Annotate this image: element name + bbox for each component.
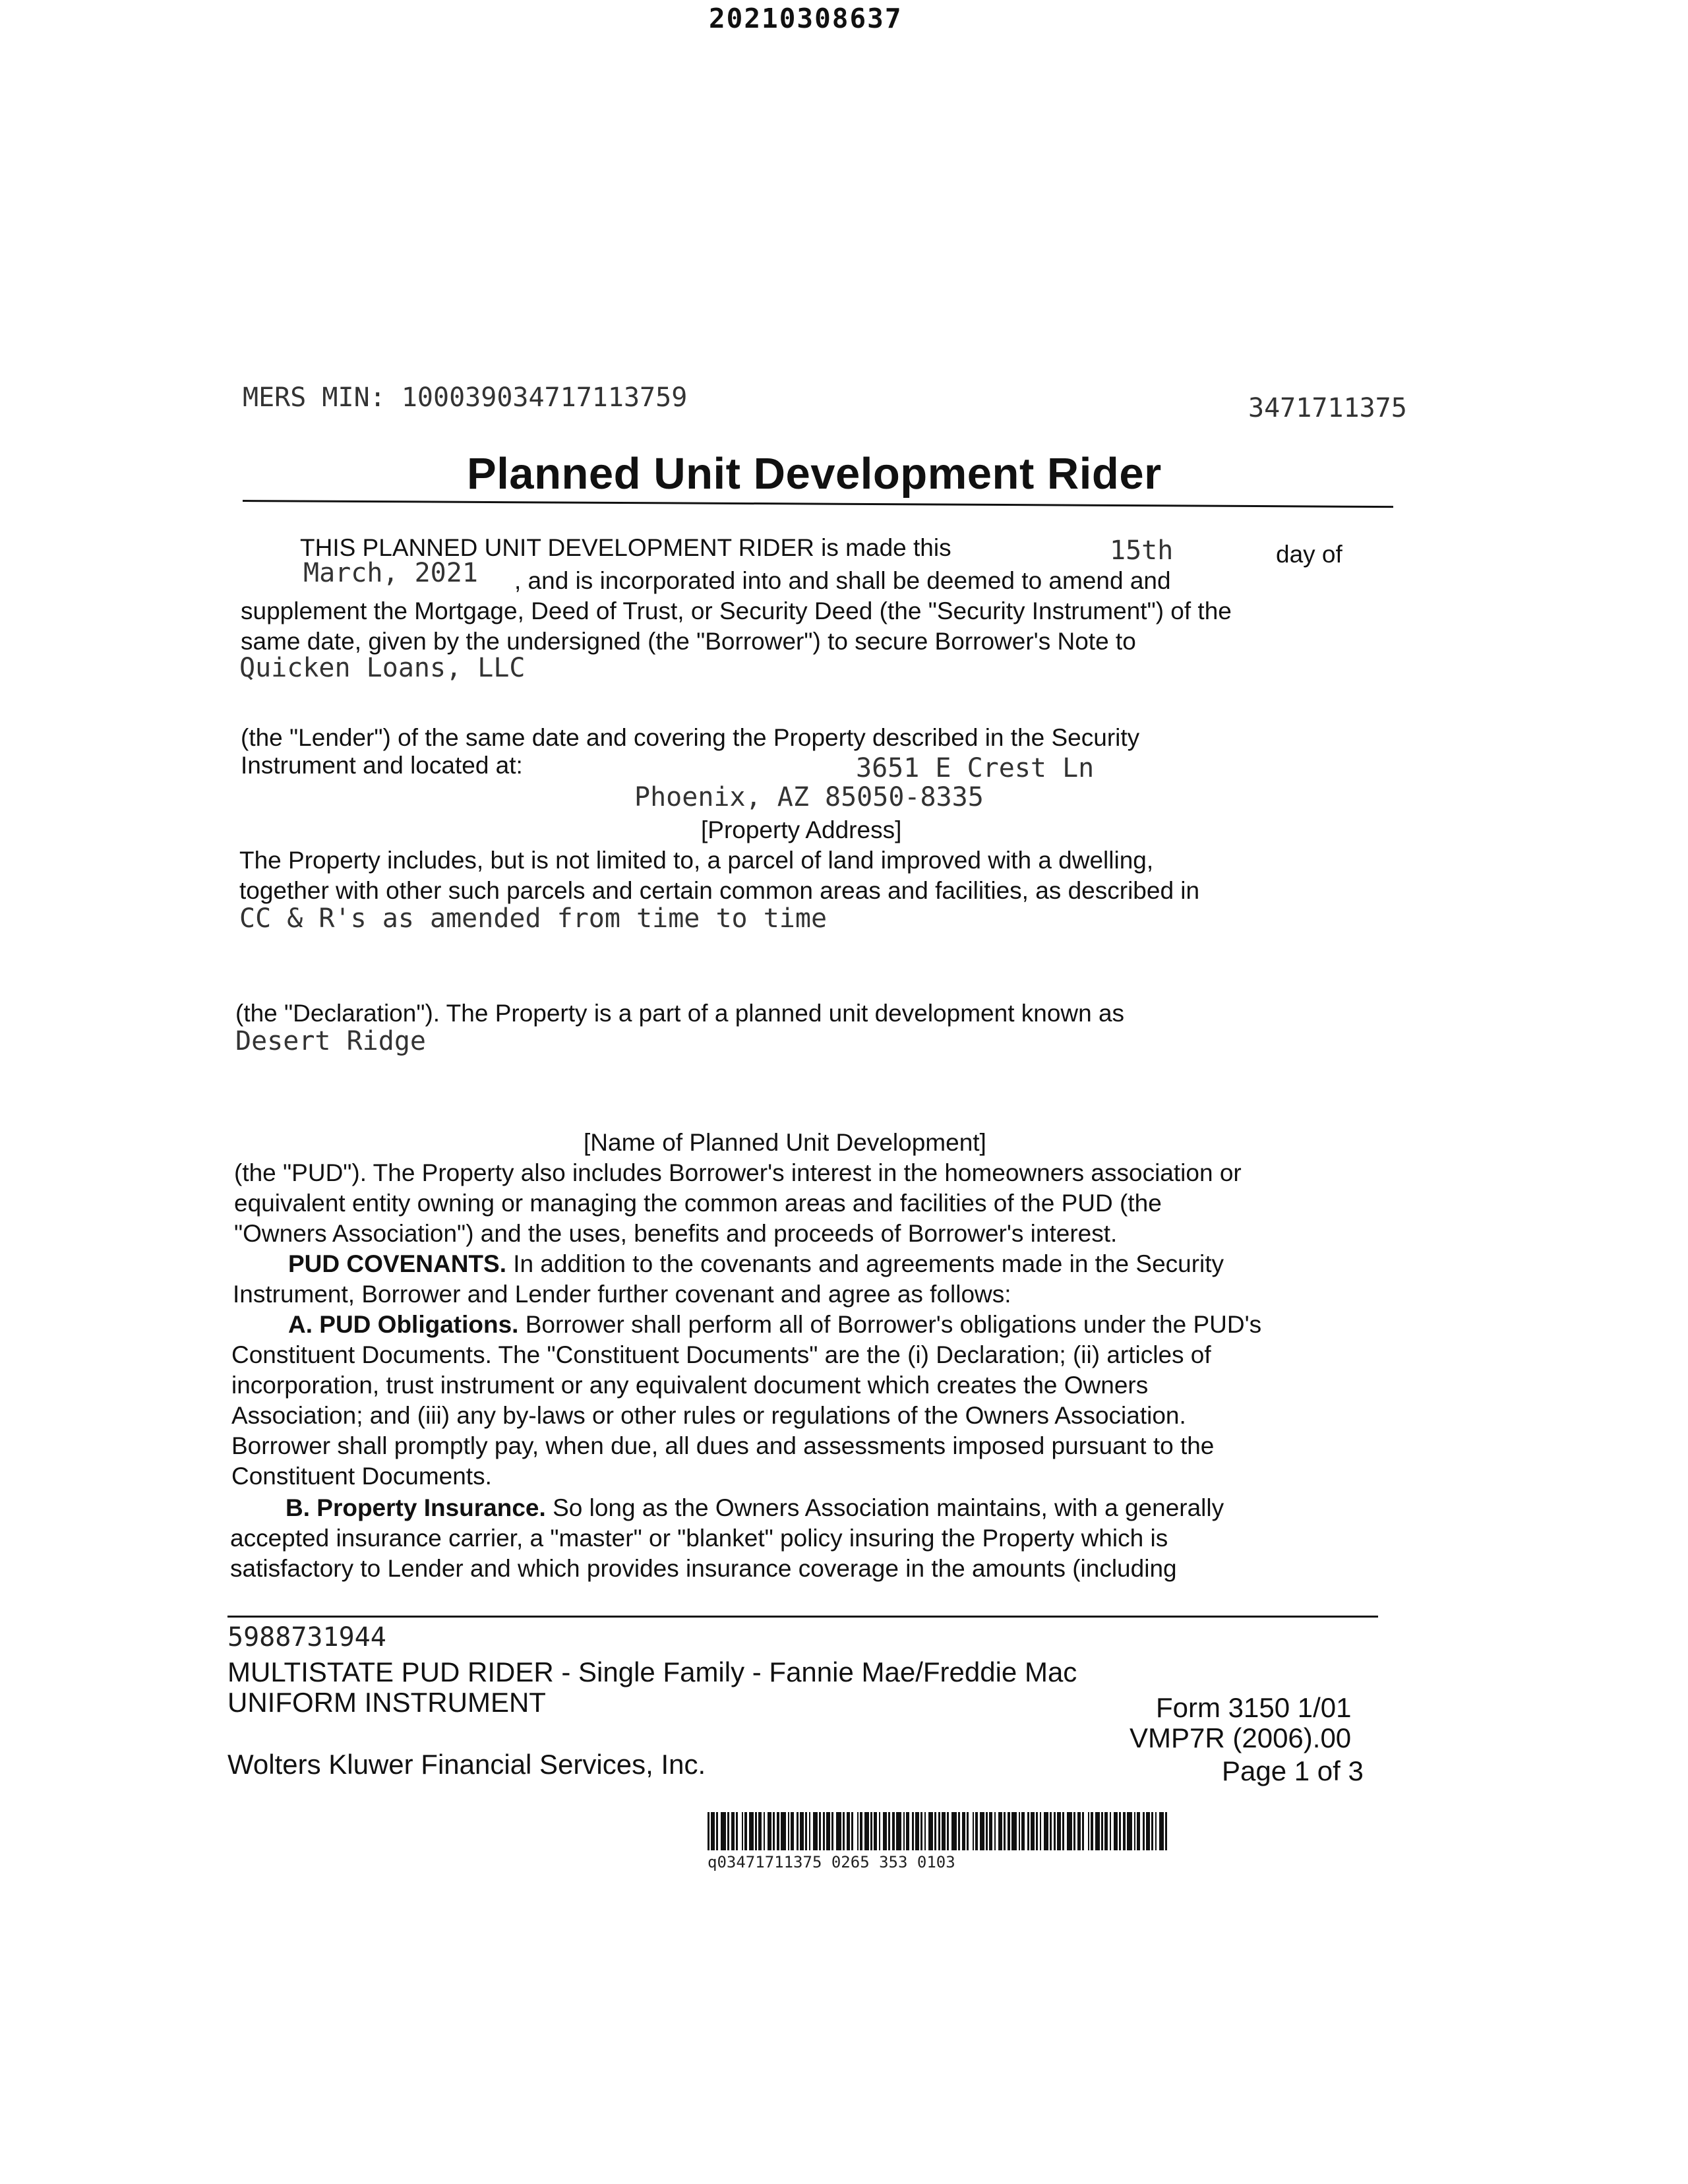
barcode-bar xyxy=(727,1812,729,1850)
barcode-bar xyxy=(958,1812,960,1850)
barcode-bar xyxy=(934,1812,936,1850)
barcode-bar xyxy=(1165,1812,1167,1850)
barcode-bar xyxy=(758,1812,762,1850)
declaration-line: (the "Declaration"). The Property is a part of a planned unit development known as xyxy=(235,1000,1125,1027)
barcode-bar xyxy=(1095,1812,1100,1850)
footer-vmp: VMP7R (2006).00 xyxy=(1130,1722,1352,1753)
barcode-bar xyxy=(742,1812,743,1850)
barcode-bar xyxy=(1104,1812,1108,1850)
barcode-bar xyxy=(823,1812,825,1850)
barcode-bar xyxy=(1159,1812,1164,1850)
barcode-bar xyxy=(708,1812,709,1850)
barcode-bar xyxy=(736,1812,738,1850)
barcode-bar xyxy=(749,1812,754,1850)
barcode-bar xyxy=(857,1812,859,1850)
barcode-bar xyxy=(864,1812,869,1850)
footer-publisher: Wolters Kluwer Financial Services, Inc. xyxy=(227,1749,706,1780)
barcode-bar xyxy=(870,1812,872,1850)
barcode-bar xyxy=(1134,1812,1135,1850)
footer-uniform: UNIFORM INSTRUMENT xyxy=(227,1687,546,1718)
property-line-2: together with other such parcels and certain common areas and facilities, as described in xyxy=(239,877,1200,904)
barcode-bar xyxy=(1027,1812,1029,1850)
section-b-line-2: accepted insurance carrier, a "master" or "blanket" policy insuring the Property which is xyxy=(230,1525,1168,1552)
barcode-bar xyxy=(888,1812,890,1850)
barcode-bar xyxy=(781,1812,786,1850)
barcode-bar xyxy=(1057,1812,1061,1850)
barcode-bar xyxy=(791,1812,794,1850)
pud-line-1: (the "PUD"). The Property also includes Borrower's interest in the homeowners association or xyxy=(234,1159,1242,1186)
barcode-bar xyxy=(819,1812,821,1850)
barcode-bar xyxy=(1114,1812,1118,1850)
barcode-bar xyxy=(721,1812,726,1850)
barcode-bar xyxy=(1143,1812,1145,1850)
barcode-bar xyxy=(998,1812,1002,1850)
intro-line-4: same date, given by the undersigned (the "Borrower") to secure Borrower's Note to xyxy=(241,628,1136,655)
mers-min: MERS MIN: 100039034717113759 xyxy=(243,382,688,413)
barcode-bar xyxy=(1008,1812,1010,1850)
barcode-bar xyxy=(1044,1812,1048,1850)
section-a-line-2: Constituent Documents. The "Constituent Documents" are the (i) Declaration; (ii) articles of xyxy=(231,1341,1211,1368)
barcode-bar xyxy=(973,1812,974,1850)
barcode-bar xyxy=(989,1812,992,1850)
barcode-bar xyxy=(813,1812,818,1850)
barcode-bar xyxy=(1040,1812,1041,1850)
covenants-line-2: Instrument, Borrower and Lender further covenant and agree as follows: xyxy=(233,1281,1011,1308)
barcode-bar xyxy=(768,1812,771,1850)
lender-line: (the "Lender") of the same date and covering the Property described in the Security xyxy=(241,724,1140,751)
barcode-bar xyxy=(883,1812,887,1850)
barcode-bar xyxy=(755,1812,757,1850)
barcode-bar xyxy=(1088,1812,1089,1850)
barcode-bar xyxy=(1050,1812,1052,1850)
barcode-bar xyxy=(843,1812,845,1850)
covenants-heading: PUD COVENANTS. xyxy=(288,1250,506,1277)
covenants-line-1 xyxy=(288,1249,1224,1279)
address-line-1: 3651 E Crest Ln xyxy=(856,753,1095,783)
barcode-bar xyxy=(788,1812,789,1850)
section-a-line-1 xyxy=(288,1310,1261,1340)
footer-doc-id: 5988731944 xyxy=(227,1622,386,1653)
barcode-bar xyxy=(860,1812,862,1850)
section-a-line-3: incorporation, trust instrument or any equivalent document which creates the Owners xyxy=(231,1372,1149,1399)
barcode-bar xyxy=(1031,1812,1035,1850)
section-a-line-6: Constituent Documents. xyxy=(231,1463,492,1490)
section-b-heading: B. Property Insurance. xyxy=(286,1494,546,1521)
barcode-bar xyxy=(924,1812,926,1850)
covenants-text: In addition to the covenants and agreements made in the Security xyxy=(513,1250,1224,1277)
intro-line-2: , and is incorporated into and shall be deemed to amend and xyxy=(514,567,1171,594)
barcode xyxy=(708,1812,1169,1850)
barcode-bar xyxy=(1011,1812,1017,1850)
property-line-1: The Property includes, but is not limited to, a parcel of land improved with a dwelling, xyxy=(239,847,1154,874)
barcode-bar xyxy=(797,1812,799,1850)
barcode-bar xyxy=(826,1812,830,1850)
barcode-bar xyxy=(903,1812,905,1850)
barcode-bar xyxy=(967,1812,969,1850)
barcode-bar xyxy=(773,1812,775,1850)
barcode-bar xyxy=(731,1812,735,1850)
declaration-field: CC & R's as amended from time to time xyxy=(239,903,828,934)
recording-number: 20210308637 xyxy=(709,3,903,34)
pud-line-3: "Owners Association") and the uses, benefits and proceeds of Borrower's interest. xyxy=(234,1220,1118,1247)
section-a-text: Borrower shall perform all of Borrower's obligations under the PUD's xyxy=(525,1311,1262,1338)
section-b-line-3: satisfactory to Lender and which provides insurance coverage in the amounts (including xyxy=(230,1555,1177,1582)
footer-rule xyxy=(227,1616,1378,1618)
barcode-text: q03471711375 0265 353 0103 xyxy=(708,1853,955,1871)
barcode-bar xyxy=(851,1812,853,1850)
barcode-bar xyxy=(716,1812,718,1850)
barcode-bar xyxy=(1082,1812,1084,1850)
barcode-bar xyxy=(1123,1812,1126,1850)
barcode-bar xyxy=(809,1812,810,1850)
section-b-line-1 xyxy=(286,1493,1224,1523)
barcode-bar xyxy=(906,1812,909,1850)
day-field: 15th xyxy=(1110,535,1174,566)
pud-name-field: Desert Ridge xyxy=(235,1026,426,1056)
barcode-bar xyxy=(938,1812,940,1850)
barcode-bar xyxy=(836,1812,841,1850)
barcode-bar xyxy=(777,1812,779,1850)
pud-line-2: equivalent entity owning or managing the common areas and facilities of the PUD (the xyxy=(234,1190,1162,1217)
footer-page-number: Page 1 of 3 xyxy=(1222,1755,1364,1786)
barcode-bar xyxy=(800,1812,804,1850)
barcode-bar xyxy=(847,1812,850,1850)
section-a-line-5: Borrower shall promptly pay, when due, all dues and assessments imposed pursuant to the xyxy=(231,1432,1215,1459)
barcode-bar xyxy=(896,1812,901,1850)
barcode-bar xyxy=(1062,1812,1064,1850)
document-title: Planned Unit Development Rider xyxy=(467,449,1162,499)
barcode-bar xyxy=(1155,1812,1157,1850)
loan-number: 3471711375 xyxy=(1248,393,1407,423)
barcode-bar xyxy=(947,1812,949,1850)
barcode-bar xyxy=(764,1812,765,1850)
barcode-bar xyxy=(744,1812,747,1850)
barcode-bar xyxy=(912,1812,914,1850)
barcode-bar xyxy=(1127,1812,1132,1850)
section-b-text: So long as the Owners Association maintains, with a generally xyxy=(553,1494,1224,1521)
barcode-bar xyxy=(1054,1812,1056,1850)
section-a-line-4: Association; and (iii) any by-laws or other rules or regulations of the Owners Association. xyxy=(231,1402,1186,1429)
barcode-bar xyxy=(1036,1812,1038,1850)
month-year-field: March, 2021 xyxy=(303,558,478,588)
barcode-bar xyxy=(1110,1812,1111,1850)
barcode-bar xyxy=(874,1812,877,1850)
barcode-bar xyxy=(920,1812,922,1850)
barcode-bar xyxy=(879,1812,880,1850)
barcode-bar xyxy=(711,1812,715,1850)
intro-line-1: THIS PLANNED UNIT DEVELOPMENT RIDER is made this xyxy=(300,534,951,561)
located-at-line: Instrument and located at: xyxy=(241,752,523,779)
barcode-bar xyxy=(1119,1812,1121,1850)
barcode-bar xyxy=(1004,1812,1006,1850)
footer-form-number: Form 3150 1/01 xyxy=(1156,1692,1352,1723)
barcode-bar xyxy=(1019,1812,1020,1850)
barcode-bar xyxy=(1091,1812,1093,1850)
barcode-bar xyxy=(915,1812,919,1850)
pud-name-label: [Name of Planned Unit Development] xyxy=(584,1129,986,1156)
barcode-bar xyxy=(892,1812,895,1850)
barcode-bar xyxy=(986,1812,988,1850)
barcode-bar xyxy=(1146,1812,1150,1850)
barcode-bar xyxy=(928,1812,933,1850)
property-address-label: [Property Address] xyxy=(701,816,902,843)
barcode-bar xyxy=(831,1812,833,1850)
barcode-bar xyxy=(994,1812,996,1850)
barcode-bar xyxy=(805,1812,807,1850)
barcode-bar xyxy=(951,1812,957,1850)
day-of-label: day of xyxy=(1276,541,1342,568)
title-rule xyxy=(243,500,1393,508)
barcode-bar xyxy=(1073,1812,1075,1850)
barcode-bar xyxy=(1101,1812,1103,1850)
barcode-bar xyxy=(1067,1812,1072,1850)
barcode-bar xyxy=(980,1812,984,1850)
barcode-bar xyxy=(1021,1812,1025,1850)
section-a-heading: A. PUD Obligations. xyxy=(288,1311,519,1338)
footer-form-title: MULTISTATE PUD RIDER - Single Family - Fannie Mae/Freddie Mac xyxy=(227,1656,1077,1687)
intro-line-3: supplement the Mortgage, Deed of Trust, or Security Deed (the "Security Instrument") of the xyxy=(241,597,1232,624)
barcode-bar xyxy=(1137,1812,1140,1850)
address-line-2: Phoenix, AZ 85050-8335 xyxy=(634,782,984,812)
barcode-bar xyxy=(975,1812,978,1850)
barcode-bar xyxy=(942,1812,946,1850)
barcode-bar xyxy=(962,1812,965,1850)
barcode-bar xyxy=(1151,1812,1153,1850)
barcode-bar xyxy=(1077,1812,1081,1850)
lender-field: Quicken Loans, LLC xyxy=(239,653,526,683)
